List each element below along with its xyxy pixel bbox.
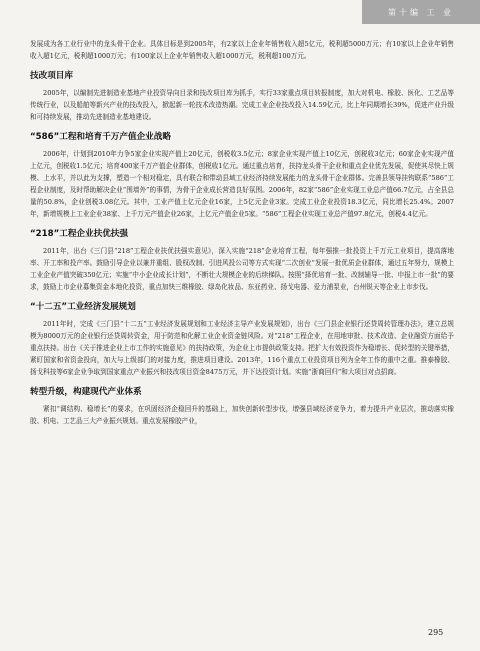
chapter-header: [362, 0, 480, 24]
section-heading-586-project: “586”工程和培育千万产值企业战略: [30, 132, 171, 142]
section-heading-12th-plan: “十二五”工业经济发展规划: [30, 302, 136, 312]
218-project-paragraph: 2011年，出台《三门县“218”工程企业扶优扶强实意见》，深入实施“218”企业培育工程，每年强推一批投资上千万元工业项目，提高落地率、开工率和投产率。鼓励引导企业以兼并重组、股权改制、引进风投公司等方式实现“二次创业”发展一批优质企业群体，通过五年努力，规模上工业企业产值突破350亿元；实施“中小企业成长计划”，不断壮大规模企业的后续梯队。按照“择优培育一批、改制辅导一批、申报上市一批”的要求，鼓励上市企业募集资金本地化投资，重点加快三维橡胶、绿岛化妆品、东亚药业、扬戈电器、爱力浦泵业，台州锐天等企业上市步伐。: [30, 247, 454, 291]
section-heading-218-project: “218”工程企业扶优扶强: [30, 229, 128, 239]
section-heading-tech-projects: 技改项目库: [30, 71, 73, 81]
page-number: 295: [428, 628, 444, 637]
tech-projects-paragraph: 2005年，以编制先进制造业基地产业投资导向目录和技改项目库为抓手，实行33家重点项目转报制度，加大对机电、橡胶、医化、工艺品等传统行业，以及船舶等新兴产业的技改投入，掀起新一轮技术改造热潮。完成工业企业技改投入14.59亿元，比上年同期增长39%，促进产业升级和可持续发展，推动先进制造业基地建设。: [30, 89, 454, 121]
transformation-paragraph: 紧扣“调结构、稳增长”的要求，在巩固经济企稳回升的基础上，加快创新转型步伐，增强县域经济竞争力，着力提升产业层次，推动落实橡胶、机电、工艺品三大产业振兴规划。重点发展橡胶产业，: [30, 405, 454, 425]
page-content: [30, 38, 454, 430]
12th-plan-paragraph: 2011年时，完成《三门县“十二五”工业经济发展规划和工业经济主导产业发展规划》，出台《三门县企业银行还贷周转管理办法》，建立总规模为8000万元的企业银行还贷周转资金，用于防范和化解工业企业资金链风险。对“218”工程企业，在用地审批、技术改造、企业融资方面给予重点扶持。出台《关于推进企业上市工作的实施意见》的扶持政策，为企业上市提供政策支持。把扩大有效投资作为稳增长、促转型的关键举措，紧盯国家和省资金投向，加大与上级部门的对接力度，推进项目建设。2013年，116个重点工业投资项目列为全年工作的重中之重。推泰橡胶、扬戈科技等6家企业争取到国家重点产业振兴和技改项目资金8475万元，并下达投资计划。实施“浙商回归”和大项目对点招商。: [30, 320, 454, 376]
section-heading-transformation: 转型升级，构建现代产业体系: [30, 387, 142, 397]
intro-paragraph: 发展成为各工业行业中的龙头骨干企业。具体目标是到2005年，有2家以上企业年销售收入超5亿元，税利超5000万元；有10家以上企业年销售收入超1亿元，税利超1000万元；有100家以上企业年销售收入超1000万元，税利超100万元。: [30, 40, 454, 60]
chapter-header-text: 第十编 工 业: [387, 7, 455, 17]
586-project-paragraph: 2006年，计划到2010年力争5家企业实现产值上20亿元，创税收3.5亿元；8家企业实现产值上10亿元，创税收3亿元；60家企业实现产值上亿元，创税收1.5亿元；培育400家千万产值企业群体，创税收1亿元。通过重点培育，扶持龙头骨干企业和重点企业优先发展，促使其尽快上规模、上水平，并以此为支撑，塑造一个相对稳定，具有联合和带动县域工业经济持续发展能力的龙头骨干企业群体。完善县领导挂钩联系“586”工程企业制度，及时帮助解决企业“围墙外”的事情，为骨干企业成长营造良好氛围。2006年，82家“586”企业实现工业总产值66.7亿元，占全县总量的50.8%，企业创税3.08亿元。其中，工业产值上亿元企业16家，上5亿元企业3家。完成工业企业投资18.3亿元，同比增长25.4%。2007年，新增规模上工业企业38家、上千万元产值企业26家，上亿元产值企业5家。“586”工程企业实现工业总产值97.8亿元，创税4.4亿元。: [30, 150, 454, 218]
